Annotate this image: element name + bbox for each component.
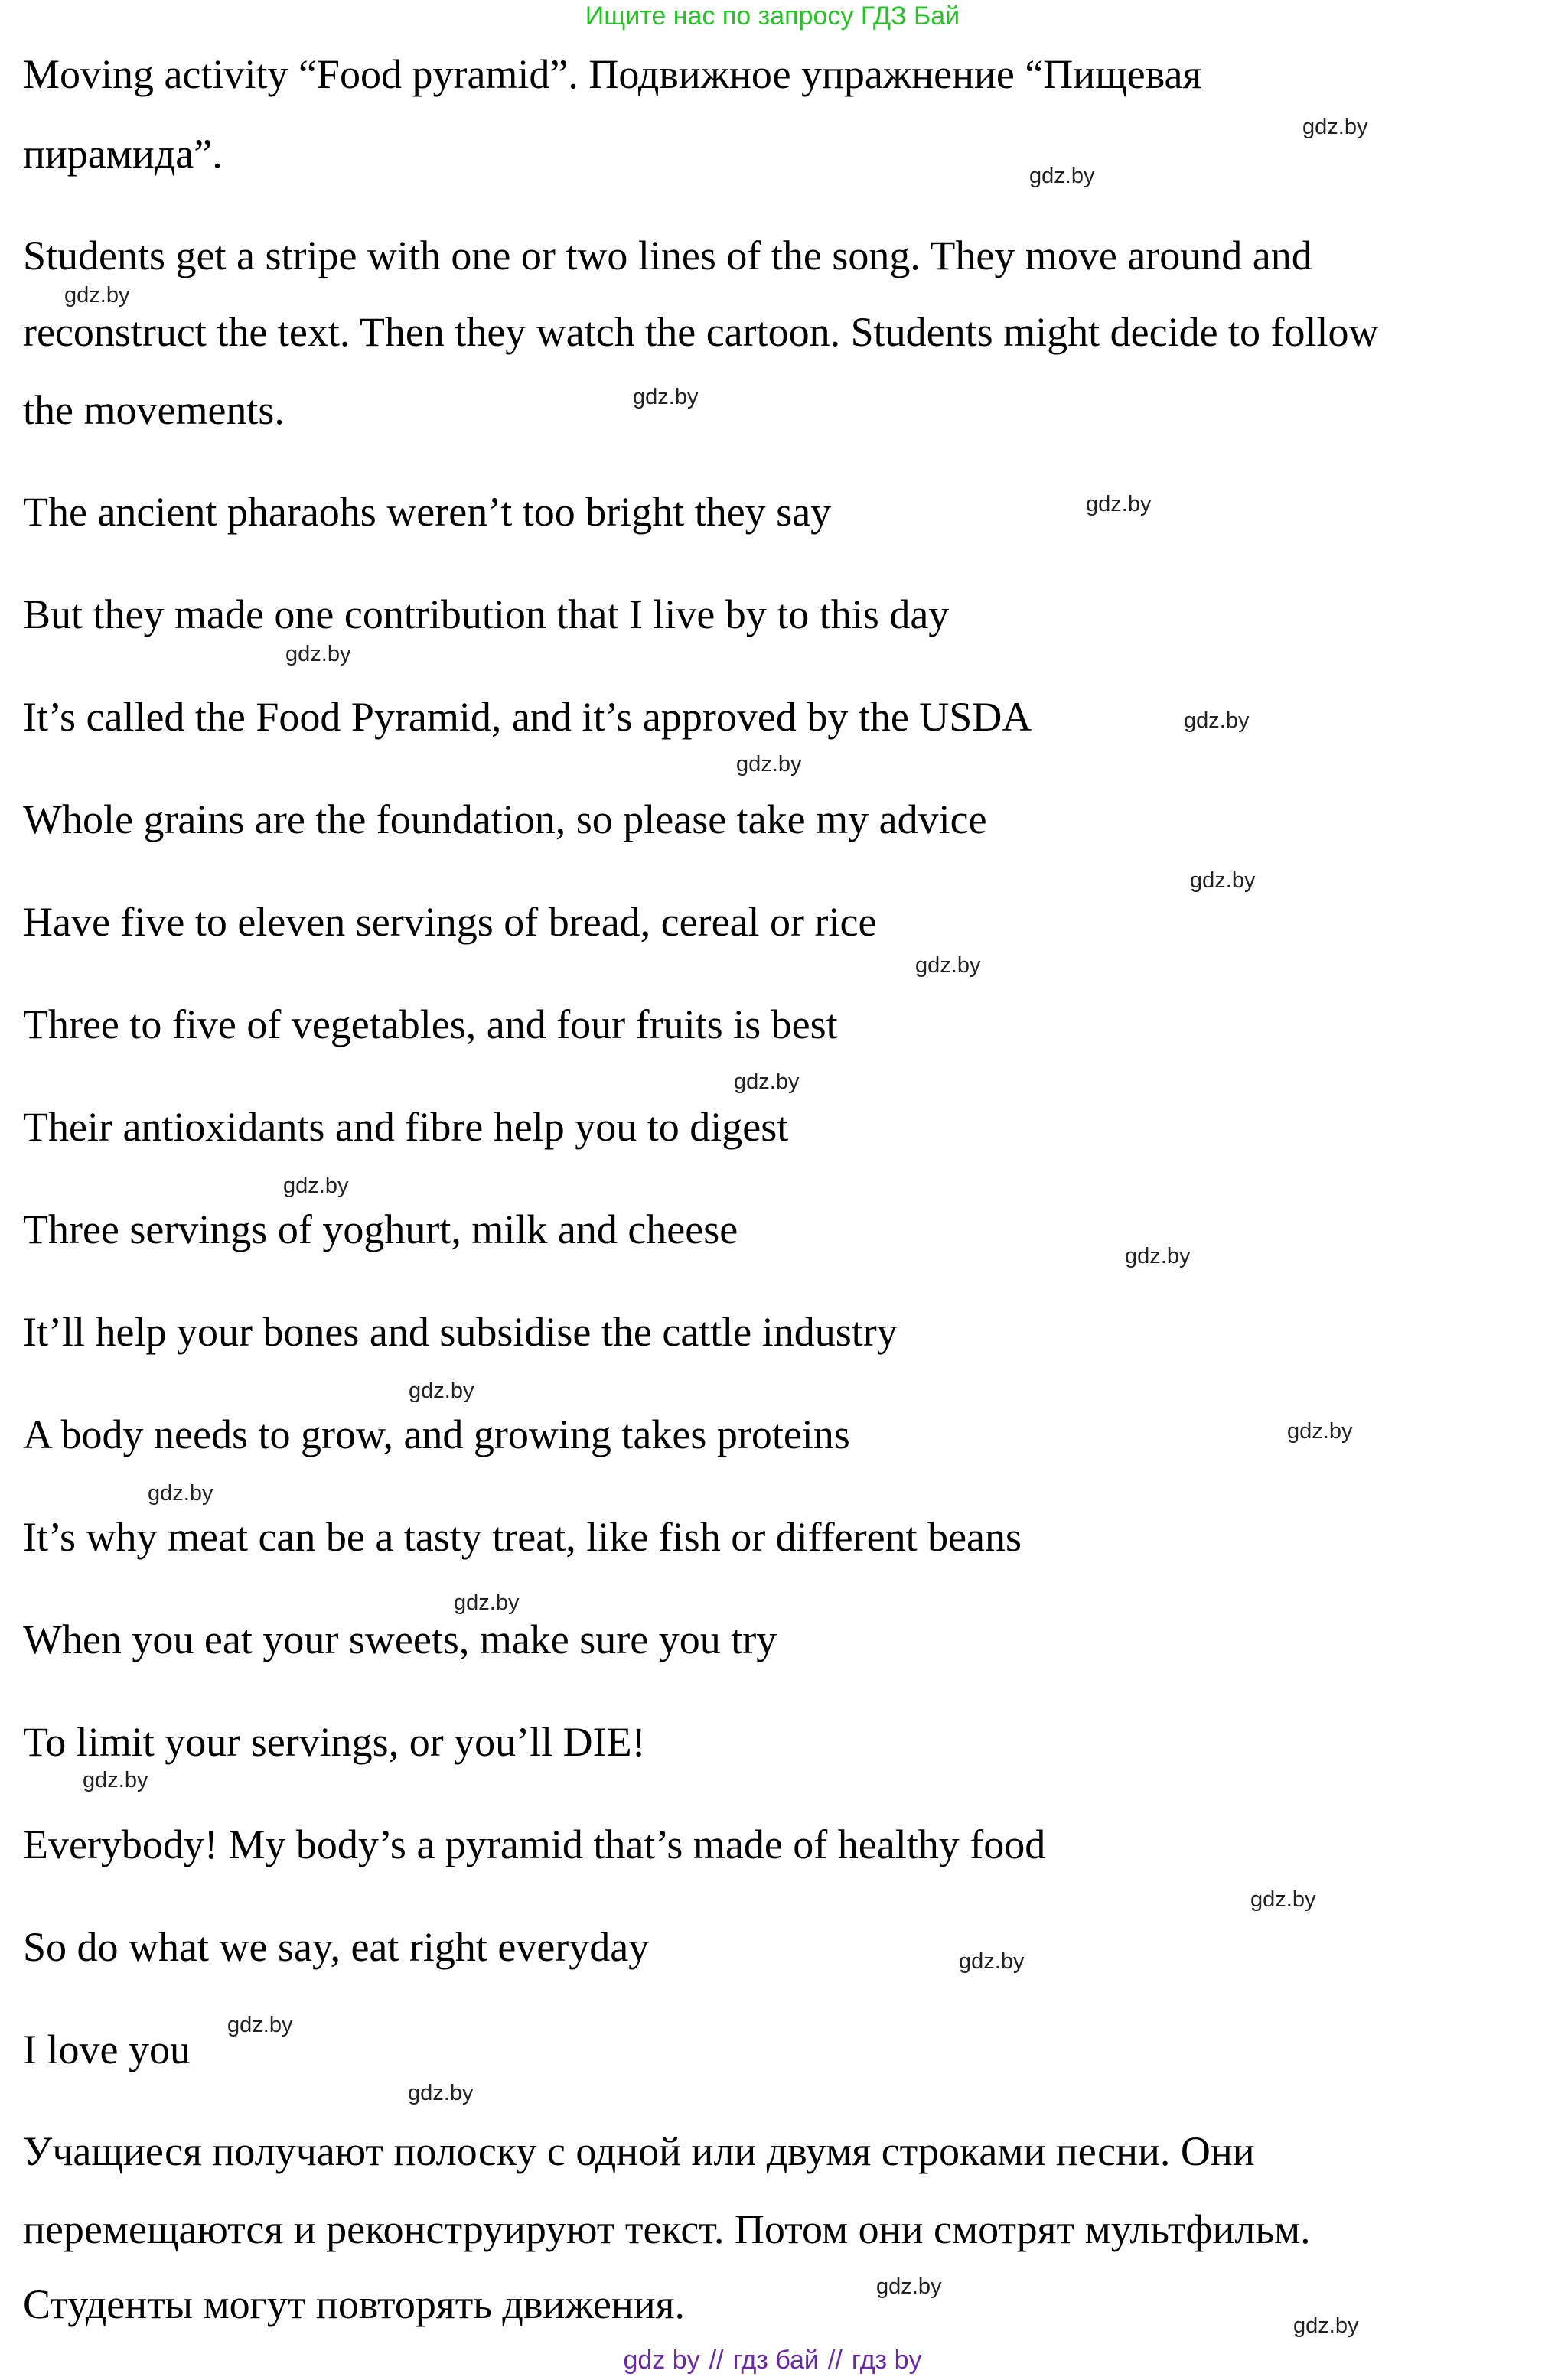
song-line-9: It’ll help your bones and subsidise the cattle industry	[23, 1309, 898, 1355]
song-line-4: Whole grains are the foundation, so please take my advice	[23, 796, 987, 842]
footer-link-gdz-bai[interactable]: гдз бай	[732, 2346, 819, 2375]
title-line-2: пирамида”.	[23, 131, 223, 177]
song-line-8: Three servings of yoghurt, milk and cheese	[23, 1206, 738, 1252]
watermark: gdz.by	[1287, 1419, 1353, 1444]
watermark: gdz.by	[876, 2274, 942, 2299]
watermark: gdz.by	[285, 642, 351, 666]
footer-link-gdz-by-cyr[interactable]: гдз by	[851, 2346, 922, 2375]
watermark: gdz.by	[959, 1949, 1025, 1974]
footer-separator: //	[709, 2346, 724, 2375]
song-line-7: Their antioxidants and fibre help you to digest	[23, 1104, 789, 1150]
watermark: gdz.by	[1250, 1887, 1316, 1912]
song-line-13: To limit your servings, or you’ll DIE!	[23, 1719, 646, 1765]
watermark: gdz.by	[283, 1174, 349, 1198]
song-line-3: It’s called the Food Pyramid, and it’s approved by the USDA	[23, 694, 1032, 740]
song-line-12: When you eat your sweets, make sure you try	[23, 1617, 777, 1662]
intro-line-2: reconstruct the text. Then they watch the cartoon. Students might decide to follow	[23, 309, 1379, 355]
song-line-5: Have five to eleven servings of bread, cereal or rice	[23, 899, 877, 945]
watermark: gdz.by	[1125, 1244, 1191, 1268]
song-line-6: Three to five of vegetables, and four fruits is best	[23, 1001, 838, 1047]
watermark: gdz.by	[734, 1070, 800, 1094]
song-line-15: So do what we say, eat right everyday	[23, 1924, 650, 1970]
footer-separator: //	[827, 2346, 843, 2375]
watermark: gdz.by	[1190, 868, 1256, 893]
watermark: gdz.by	[1293, 2313, 1359, 2338]
watermark: gdz.by	[736, 752, 802, 777]
watermark: gdz.by	[1029, 164, 1095, 188]
watermark: gdz.by	[83, 1768, 148, 1792]
intro-line-3: the movements.	[23, 387, 285, 433]
song-line-2: But they made one contribution that I live by to this day	[23, 591, 950, 637]
russian-line-1: Учащиеся получают полоску с одной или двумя строками песни. Они	[23, 2128, 1255, 2174]
song-line-11: It’s why meat can be a tasty treat, like fish or different beans	[23, 1514, 1022, 1560]
watermark: gdz.by	[1086, 492, 1152, 516]
russian-line-3: Студенты могут повторять движения.	[23, 2281, 686, 2327]
russian-line-2: перемещаются и реконструируют текст. Потом они смотрят мультфильм.	[23, 2206, 1311, 2252]
watermark: gdz.by	[633, 385, 699, 409]
intro-line-1: Students get a stripe with one or two lines of the song. They move around and	[23, 233, 1312, 278]
footer-links	[0, 2347, 1545, 2373]
watermark: gdz.by	[64, 283, 130, 308]
watermark: gdz.by	[227, 2013, 293, 2037]
song-line-10: A body needs to grow, and growing takes proteins	[23, 1411, 850, 1457]
watermark: gdz.by	[454, 1590, 520, 1615]
footer-link-gdz-by[interactable]: gdz by	[623, 2346, 700, 2375]
search-hint-link[interactable]: Ищите нас по запросу ГДЗ Бай	[585, 2, 960, 31]
song-line-16: I love you	[23, 2027, 191, 2072]
watermark: gdz.by	[1302, 115, 1368, 139]
watermark: gdz.by	[915, 953, 981, 978]
watermark: gdz.by	[1184, 708, 1250, 733]
watermark: gdz.by	[148, 1481, 213, 1506]
watermark: gdz.by	[408, 2081, 474, 2105]
watermark: gdz.by	[409, 1379, 474, 1403]
title-line-1: Moving activity “Food pyramid”. Подвижное упражнение “Пищевая	[23, 51, 1202, 97]
song-line-14: Everybody! My body’s a pyramid that’s made of healthy food	[23, 1822, 1046, 1867]
song-line-1: The ancient pharaohs weren’t too bright they say	[23, 489, 832, 535]
